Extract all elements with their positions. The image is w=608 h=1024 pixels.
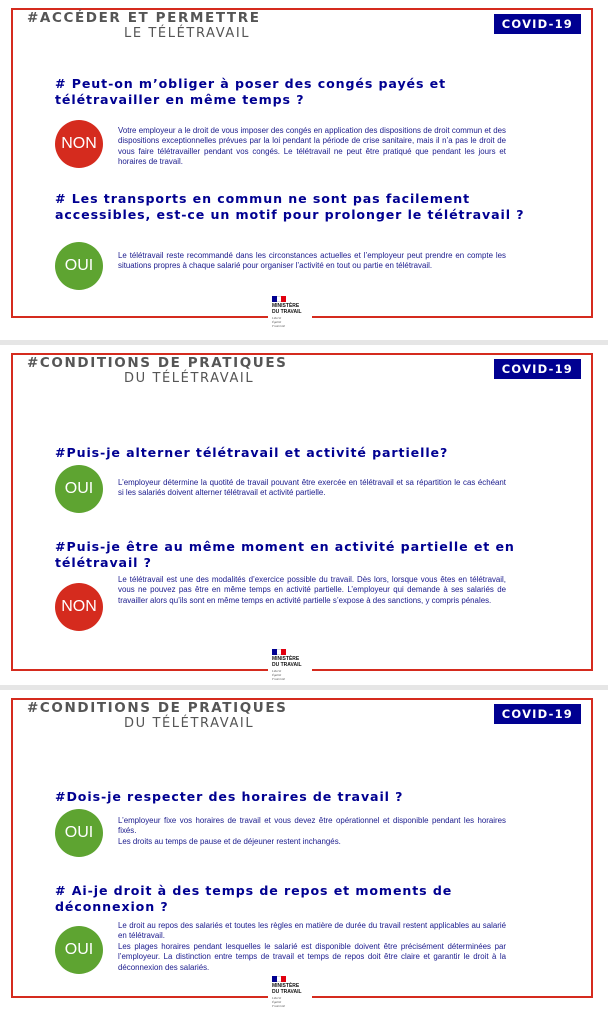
logo-line2: DU TRAVAIL: [272, 988, 302, 995]
answer-text: L’employeur fixe vos horaires de travail et vous devez être opérationnel et disponible pendant les horaires fixés. Les droits au temps de pause et de déjeuner restent inchangés.: [118, 816, 506, 846]
card-subtitle: DU TÉLÉTRAVAIL: [124, 371, 255, 386]
question-heading: #Dois-je respecter des horaires de travail ?: [55, 789, 404, 804]
answer-oui-badge: OUI: [55, 809, 103, 857]
question-heading: #Puis-je être au même moment en activité partielle et en télétravail ?: [55, 539, 515, 570]
answer-oui-badge: OUI: [55, 926, 103, 974]
french-flag-icon: [272, 649, 286, 655]
ministere-logo: [268, 296, 312, 329]
card-title: #CONDITIONS DE PRATIQUES: [23, 701, 291, 716]
card-subtitle: DU TÉLÉTRAVAIL: [124, 716, 255, 731]
logo-line1: MINISTÈRE: [272, 983, 300, 989]
question-heading: # Peut-on m’obliger à poser des congés payés et télétravailler en même temps ?: [55, 76, 447, 107]
covid-badge: COVID-19: [494, 359, 581, 379]
covid-badge: COVID-19: [494, 14, 581, 34]
answer-oui-badge: OUI: [55, 465, 103, 513]
logo-line2: DU TRAVAIL: [272, 308, 302, 315]
answer-text: Le droit au repos des salariés et toutes les règles en matière de durée du travail restent applicables au salarié en télétravail. Les plages horaires pendant lesquelles le salarié est disponible doivent être précisément déterminées par l’employeur. La distinction entre temps de travail et temps de repos doit être claire et garantir le droit à la déconnexion des salariés.: [118, 921, 506, 972]
info-card-conditions-2: [0, 690, 608, 1024]
card-subtitle: LE TÉLÉTRAVAIL: [124, 26, 251, 41]
covid-badge: COVID-19: [494, 704, 581, 724]
logo-line1: MINISTÈRE: [272, 656, 300, 662]
answer-non-badge: NON: [55, 120, 103, 168]
card-frame: [11, 8, 593, 318]
card-frame: [11, 698, 593, 998]
answer-text: Le télétravail est une des modalités d’exercice possible du travail. Dès lors, lorsque vous êtes en télétravail, vous ne pouvez pas être en même temps en activité partielle. L’employeur qui demande à ses salariés de travailler alors qu’ils sont en même temps en activité partielle s’expose à des sanctions, y compris pénales.: [118, 575, 506, 605]
answer-oui-badge: OUI: [55, 242, 103, 290]
question-heading: # Ai-je droit à des temps de repos et moments de déconnexion ?: [55, 883, 453, 914]
question-heading: #Puis-je alterner télétravail et activité partielle?: [55, 445, 449, 460]
logo-motto: Liberté Égalité Fraternité: [272, 316, 286, 328]
french-flag-icon: [272, 976, 286, 982]
card-frame: [11, 353, 593, 671]
logo-motto: Liberté Égalité Fraternité: [272, 996, 286, 1008]
french-flag-icon: [272, 296, 286, 302]
info-card-acceder: [0, 0, 608, 340]
logo-line2: DU TRAVAIL: [272, 661, 302, 668]
ministere-logo: [268, 649, 312, 682]
answer-text: L’employeur détermine la quotité de travail pouvant être exercée en télétravail et sa répartition le cas échéant si les salariés doivent alterner télétravail et activité partielle.: [118, 478, 506, 498]
card-title: #ACCÉDER ET PERMETTRE: [23, 11, 265, 26]
answer-non-badge: NON: [55, 583, 103, 631]
question-heading: # Les transports en commun ne sont pas facilement accessibles, est-ce un motif pour prolonger le télétravail ?: [55, 191, 525, 222]
info-card-conditions-1: [0, 345, 608, 685]
logo-line1: MINISTÈRE: [272, 303, 300, 309]
ministere-logo: [268, 976, 312, 1009]
card-title: #CONDITIONS DE PRATIQUES: [23, 356, 291, 371]
answer-text: Votre employeur a le droit de vous imposer des congés en application des dispositions de droit commun et des dispositions exceptionnelles prévues par la loi pendant la période de crise sanitaire, mais il n’a pas le droit de vous faire télétravailler pendant vos congés. Le télétravail ne peut être pratiqué que pendant les jours et horaires de travail.: [118, 126, 506, 167]
answer-text: Le télétravail reste recommandé dans les circonstances actuelles et l’employeur peut prendre en compte les situations propres à chaque salarié pour organiser l’activité en tout ou partie en télétravail.: [118, 251, 506, 271]
logo-motto: Liberté Égalité Fraternité: [272, 669, 286, 681]
